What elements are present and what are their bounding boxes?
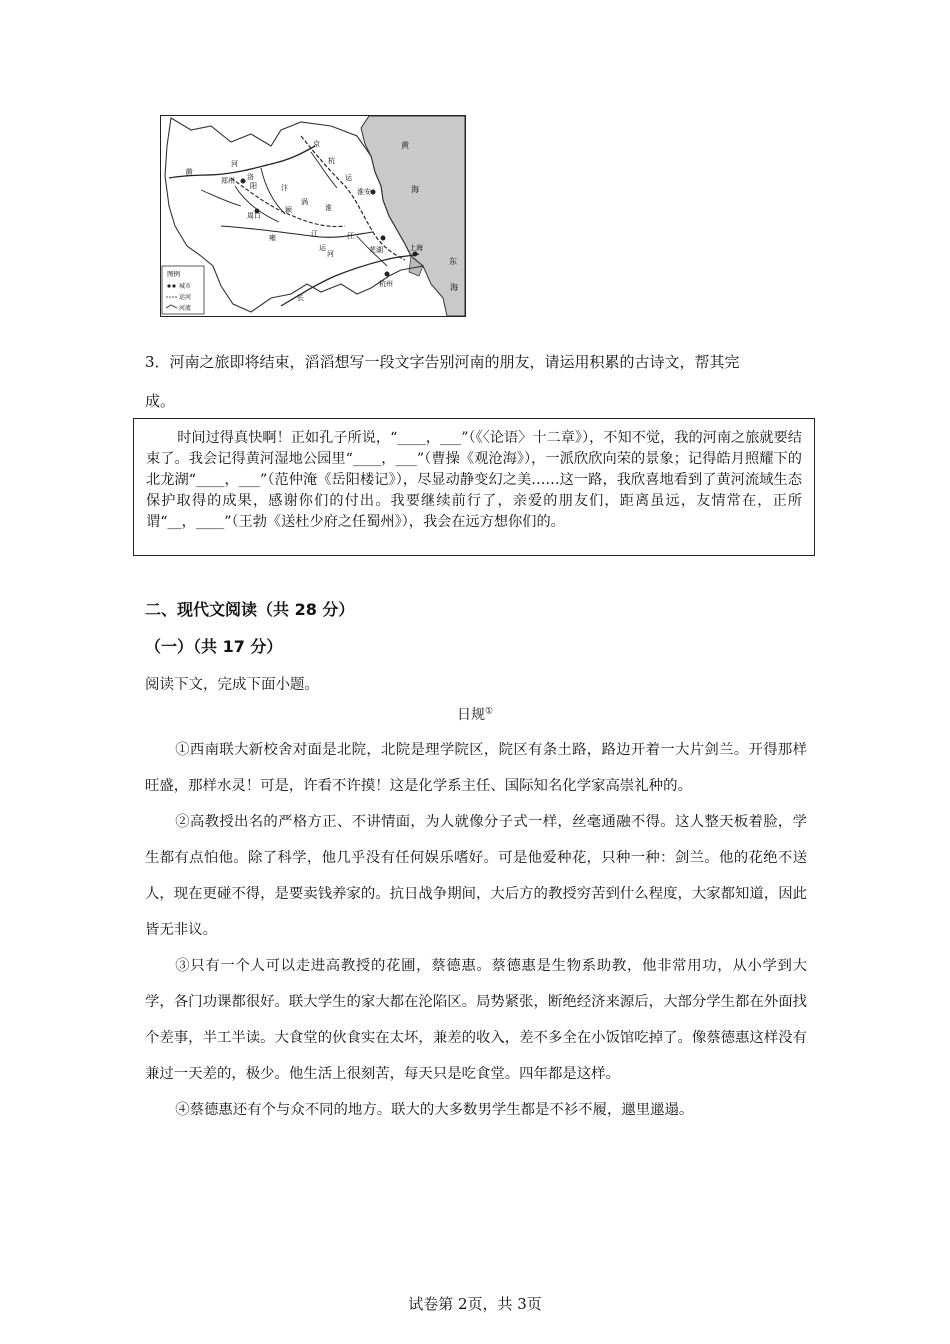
paragraph: ②高教授出名的严格方正、不讲情面，为人就像分子式一样，丝毫通融不得。这人整天板着脸，学生都有点怕他。除了科学，他几乎没有任何娱乐嗜好。可是他爱种花，只种一种：剑兰。他的花绝不送人，现在更碰不得，是要卖钱养家的。抗日战争期间，大后方的教授穷苦到什么程度，大家都知道，因此皆无非议。 <box>145 814 807 938</box>
paragraph: ①西南联大新校舍对面是北院，北院是理学院区，院区有条土路，路边开着一大片剑兰。开得那样旺盛，那样水灵！可是，许看不许摸！这是化学系主任、国际知名化学家高崇礼种的。 <box>145 742 807 794</box>
passage-title-footnote-mark: ① <box>484 706 494 717</box>
city-huaian-dot <box>371 190 376 195</box>
question-3-line-2: 成。 <box>145 392 176 410</box>
map-label-hangzhou: 杭州 <box>379 280 393 288</box>
map-legend <box>162 266 204 314</box>
legend-city: 城市 <box>179 283 192 290</box>
map-label-he: 河 <box>327 250 334 258</box>
map-label-zhengzhou: 郑州 <box>221 177 235 185</box>
map-label-sea: 海 <box>411 185 419 194</box>
legend-canal: 运河 <box>179 294 192 301</box>
map-label-jiang: 江 <box>311 230 318 238</box>
map-label-luoyang: 阳 <box>250 182 257 190</box>
map-label-jiang: 江 <box>347 232 354 240</box>
map-drawing <box>161 116 465 316</box>
paragraph: ④蔡德惠还有个与众不同的地方。联大的大多数男学生都是不衫不履，邋里邋遢。 <box>175 1102 694 1118</box>
map-label-luoyang: 洛 <box>247 173 254 181</box>
map-label-chang: 长 <box>297 294 304 302</box>
passage-body <box>145 732 807 1128</box>
map-label-huang: 黄 <box>185 168 193 177</box>
map-label-hang: 杭 <box>328 157 335 165</box>
city-zhengzhou-dot <box>241 179 246 184</box>
map-label-he: 河 <box>231 160 238 168</box>
legend-river: 河流 <box>179 305 192 312</box>
question-3-line-1: 3．河南之旅即将结束，滔滔想写一段文字告别河南的朋友，请运用积累的古诗文，帮其完 <box>145 353 740 371</box>
passage-title <box>0 704 950 724</box>
paragraph: ③只有一个人可以走进高教授的花圃，蔡德惠。蔡德惠是生物系助教，他非常用功，从小学到大学，各门功课都很好。联大学生的家大都在沦陷区。局势紧张，断绝经济来源后，大部分学生都在外面找个差事，半工半读。大食堂的伙食实在太坏，兼差的收入，差不多全在小饭馆吃掉了。像蔡德惠这样没有兼过一天差的，极少。他生活上很刻苦，每天只是吃食堂。四年都是这样。 <box>145 958 807 1082</box>
page-footer: 试卷第 2页，共 3页 <box>408 1295 542 1313</box>
city-hangzhou-dot <box>385 272 390 277</box>
map-label-sea: 海 <box>450 283 458 292</box>
legend-title: 图例 <box>167 270 180 278</box>
map-label-yong: 雍 <box>269 234 276 242</box>
map-label-sea: 东 <box>449 257 457 266</box>
map-label-ying: 颍 <box>285 206 292 214</box>
map-label-yun: 运 <box>345 174 352 182</box>
map-label-wuhu: 芜湖 <box>369 246 383 254</box>
map-label-zhoukou: 周口 <box>247 212 261 220</box>
map-label-shanghai: 上海 <box>409 244 423 252</box>
map-label-bian: 汴 <box>281 184 288 192</box>
subsection-heading: （一）（共 17 分） <box>145 637 283 656</box>
canal-map <box>160 115 466 317</box>
map-label-huai: 淮 <box>325 204 332 212</box>
fill-in-box <box>133 418 815 556</box>
map-label-jing: 京 <box>313 140 320 148</box>
city-shanghai-dot <box>413 252 418 257</box>
map-label-huaian: 淮安 <box>357 188 371 196</box>
section-heading: 二、现代文阅读（共 28 分） <box>145 600 355 619</box>
map-label-yun: 运 <box>319 244 326 252</box>
passage-title-text: 日规 <box>456 707 485 723</box>
fill-in-text: 时间过得真快啊！正如孔子所说，“____，___”（《〈论语〉十二章》），不知不觉，我的河南之旅就要结束了。我会记得黄河湿地公园里“____，___”（曹操《观沧海》），一派欣欣向荣的景象；记得皓月照耀下的北龙湖“____，___”（范仲淹《岳阳楼记》），尽显动静变幻之美……这一路，我欣喜地看到了黄河流域生态保护取得的成果，感谢你们的付出。我要继续前行了，亲爱的朋友们，距离虽远，友情常在，正所谓“__，____”（王勃《送杜少府之任蜀州》），我会在远方想你们的。 <box>146 430 802 530</box>
city-wuhu-dot <box>381 236 386 241</box>
map-label-sea: 黄 <box>401 141 409 150</box>
reading-instruction: 阅读下文，完成下面小题。 <box>145 677 319 693</box>
map-label-guo: 涡 <box>301 198 308 206</box>
